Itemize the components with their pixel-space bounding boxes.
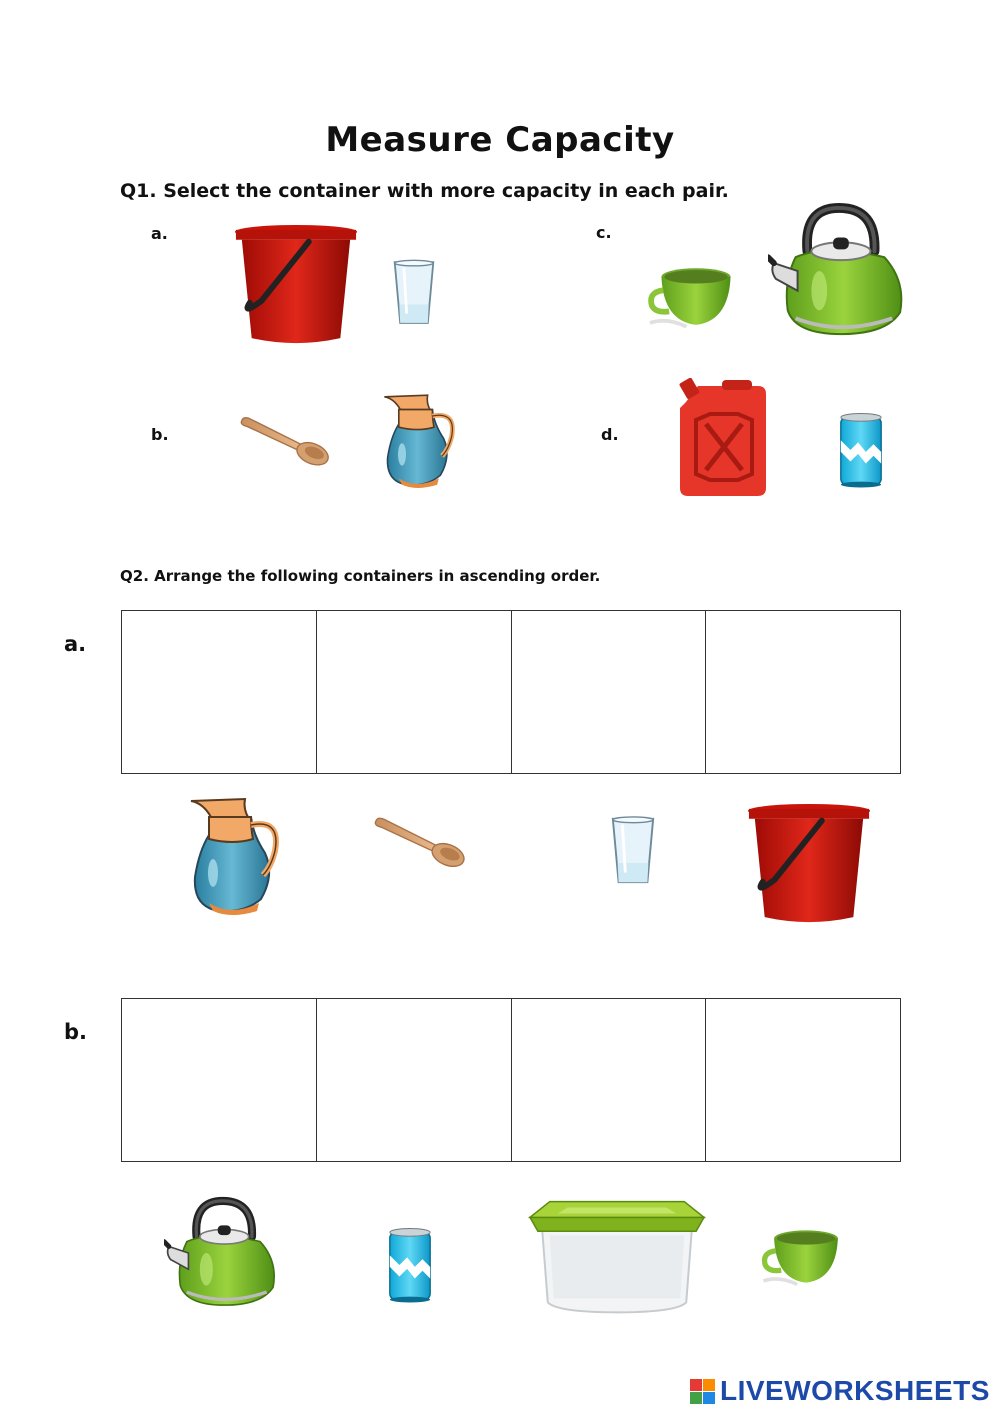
q1a-bucket-icon[interactable]: [232, 222, 360, 350]
q2a-glass-icon[interactable]: [609, 814, 657, 888]
q1-label-a: a.: [151, 224, 168, 243]
q2b-drop-box-2[interactable]: [317, 999, 512, 1161]
q1-label-c: c.: [596, 223, 612, 242]
q2b-soda-can-icon[interactable]: [386, 1226, 434, 1304]
q1c-cup-icon[interactable]: [648, 263, 744, 331]
q1a-glass-icon[interactable]: [391, 257, 437, 329]
liveworksheets-brand[interactable]: [690, 1373, 990, 1409]
q1d-jerrycan-icon[interactable]: [678, 378, 768, 498]
q1-label-b: b.: [151, 425, 169, 444]
q1b-spoon-icon[interactable]: [238, 412, 338, 470]
q2-label-b: b.: [64, 1020, 88, 1044]
q1b-jug-icon[interactable]: [378, 392, 458, 488]
q1d-soda-can-icon[interactable]: [837, 411, 885, 489]
q2a-spoon-icon[interactable]: [372, 812, 474, 872]
q2a-drop-box-4[interactable]: [706, 611, 900, 773]
q2-prompt: Q2. Arrange the following containers in ascending order.: [120, 567, 601, 585]
q2b-drop-box-1[interactable]: [122, 999, 317, 1161]
brand-name: LIVEWORKSHEETS: [720, 1375, 990, 1406]
q1-prompt: Q1. Select the container with more capacity in each pair.: [120, 180, 729, 202]
q2b-kettle-icon[interactable]: [164, 1195, 278, 1311]
q2-label-a: a.: [64, 632, 87, 656]
q2a-drop-box-3[interactable]: [512, 611, 707, 773]
q2b-storage-box-icon[interactable]: [528, 1195, 706, 1315]
q2b-drop-box-4[interactable]: [706, 999, 900, 1161]
q2a-jug-icon[interactable]: [183, 795, 283, 915]
q2a-answer-row: [121, 610, 901, 774]
q2a-drop-box-2[interactable]: [317, 611, 512, 773]
q1c-kettle-icon[interactable]: [768, 202, 906, 340]
q1-label-d: d.: [601, 425, 619, 444]
liveworksheets-logo-icon: [690, 1377, 716, 1405]
q2b-answer-row: [121, 998, 901, 1162]
q2b-cup-icon[interactable]: [758, 1226, 854, 1288]
q2a-bucket-icon[interactable]: [745, 800, 873, 930]
q2b-drop-box-3[interactable]: [512, 999, 707, 1161]
page-title: Measure Capacity: [325, 120, 675, 160]
q2a-drop-box-1[interactable]: [122, 611, 317, 773]
